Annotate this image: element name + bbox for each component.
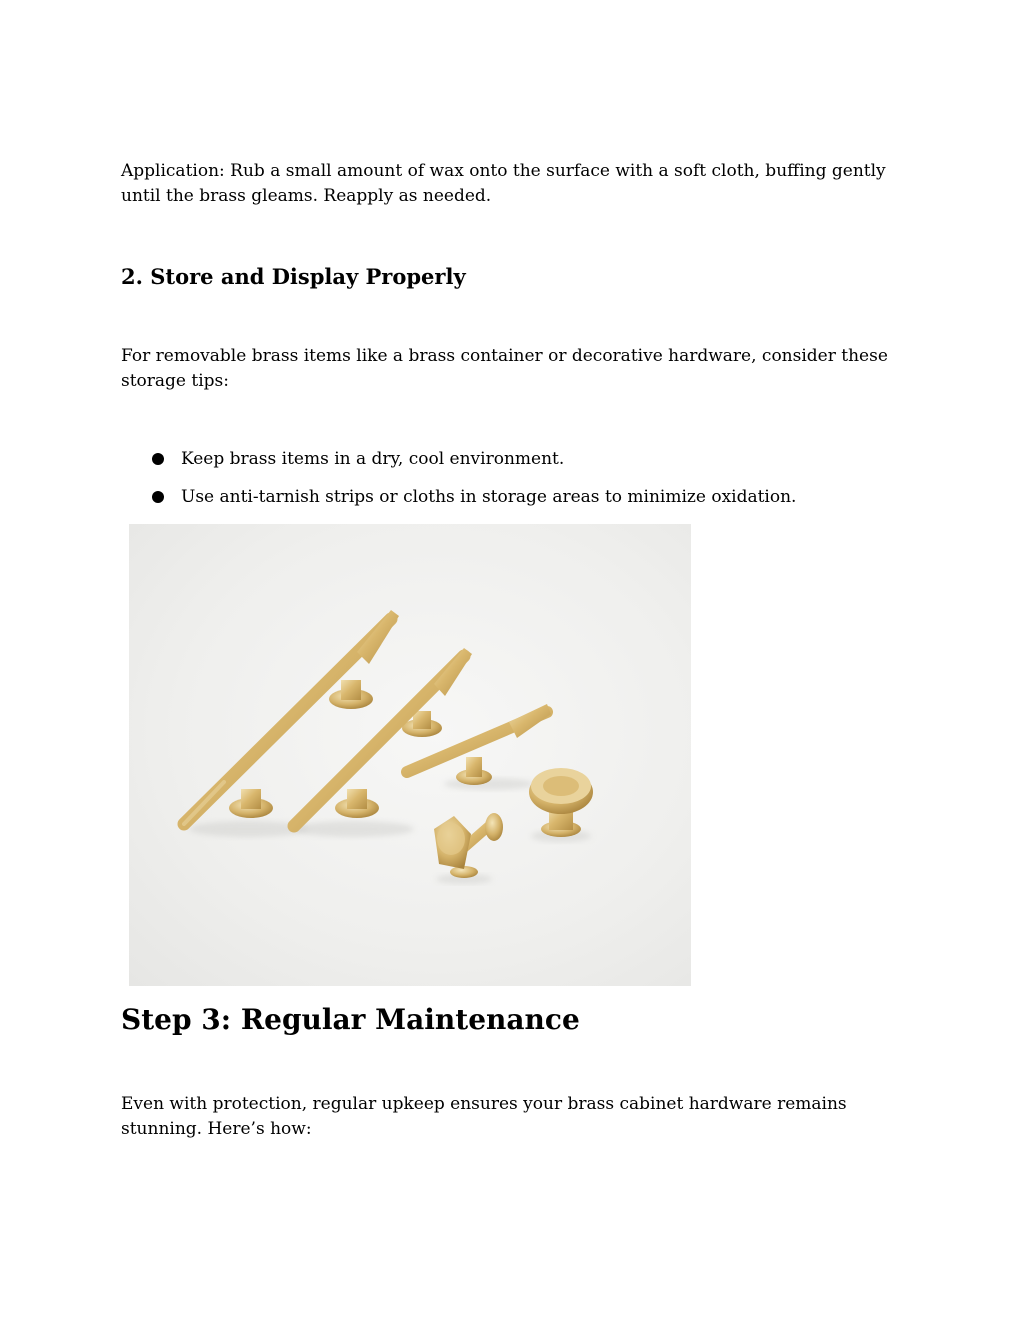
section-heading: 2. Store and Display Properly (121, 264, 466, 289)
maintenance-paragraph: Even with protection, regular upkeep ensures your brass cabinet hardware remains stunning. Here’s how: (121, 1094, 847, 1139)
brass-pull-medium (294, 648, 472, 826)
storage-tips-list (152, 447, 796, 523)
brass-small-knob (434, 813, 503, 878)
tip-text: Use anti-tarnish strips or cloths in storage areas to minimize oxidation. (181, 487, 797, 507)
step-heading: Step 3: Regular Maintenance (121, 1003, 580, 1036)
list-item (152, 485, 796, 523)
tip-text: Keep brass items in a dry, cool environment. (181, 449, 565, 469)
list-item (152, 447, 796, 485)
bullet-icon (152, 491, 164, 503)
bullet-icon (152, 453, 164, 465)
intro-paragraph: Application: Rub a small amount of wax onto the surface with a soft cloth, buffing gently until the brass gleams. Reapply as needed. (121, 161, 886, 206)
storage-paragraph: For removable brass items like a brass container or decorative hardware, consider these storage tips: (121, 346, 888, 391)
brass-round-knob (529, 768, 593, 837)
brass-hardware-illustration (129, 524, 691, 986)
brass-hardware-photo (129, 524, 691, 986)
